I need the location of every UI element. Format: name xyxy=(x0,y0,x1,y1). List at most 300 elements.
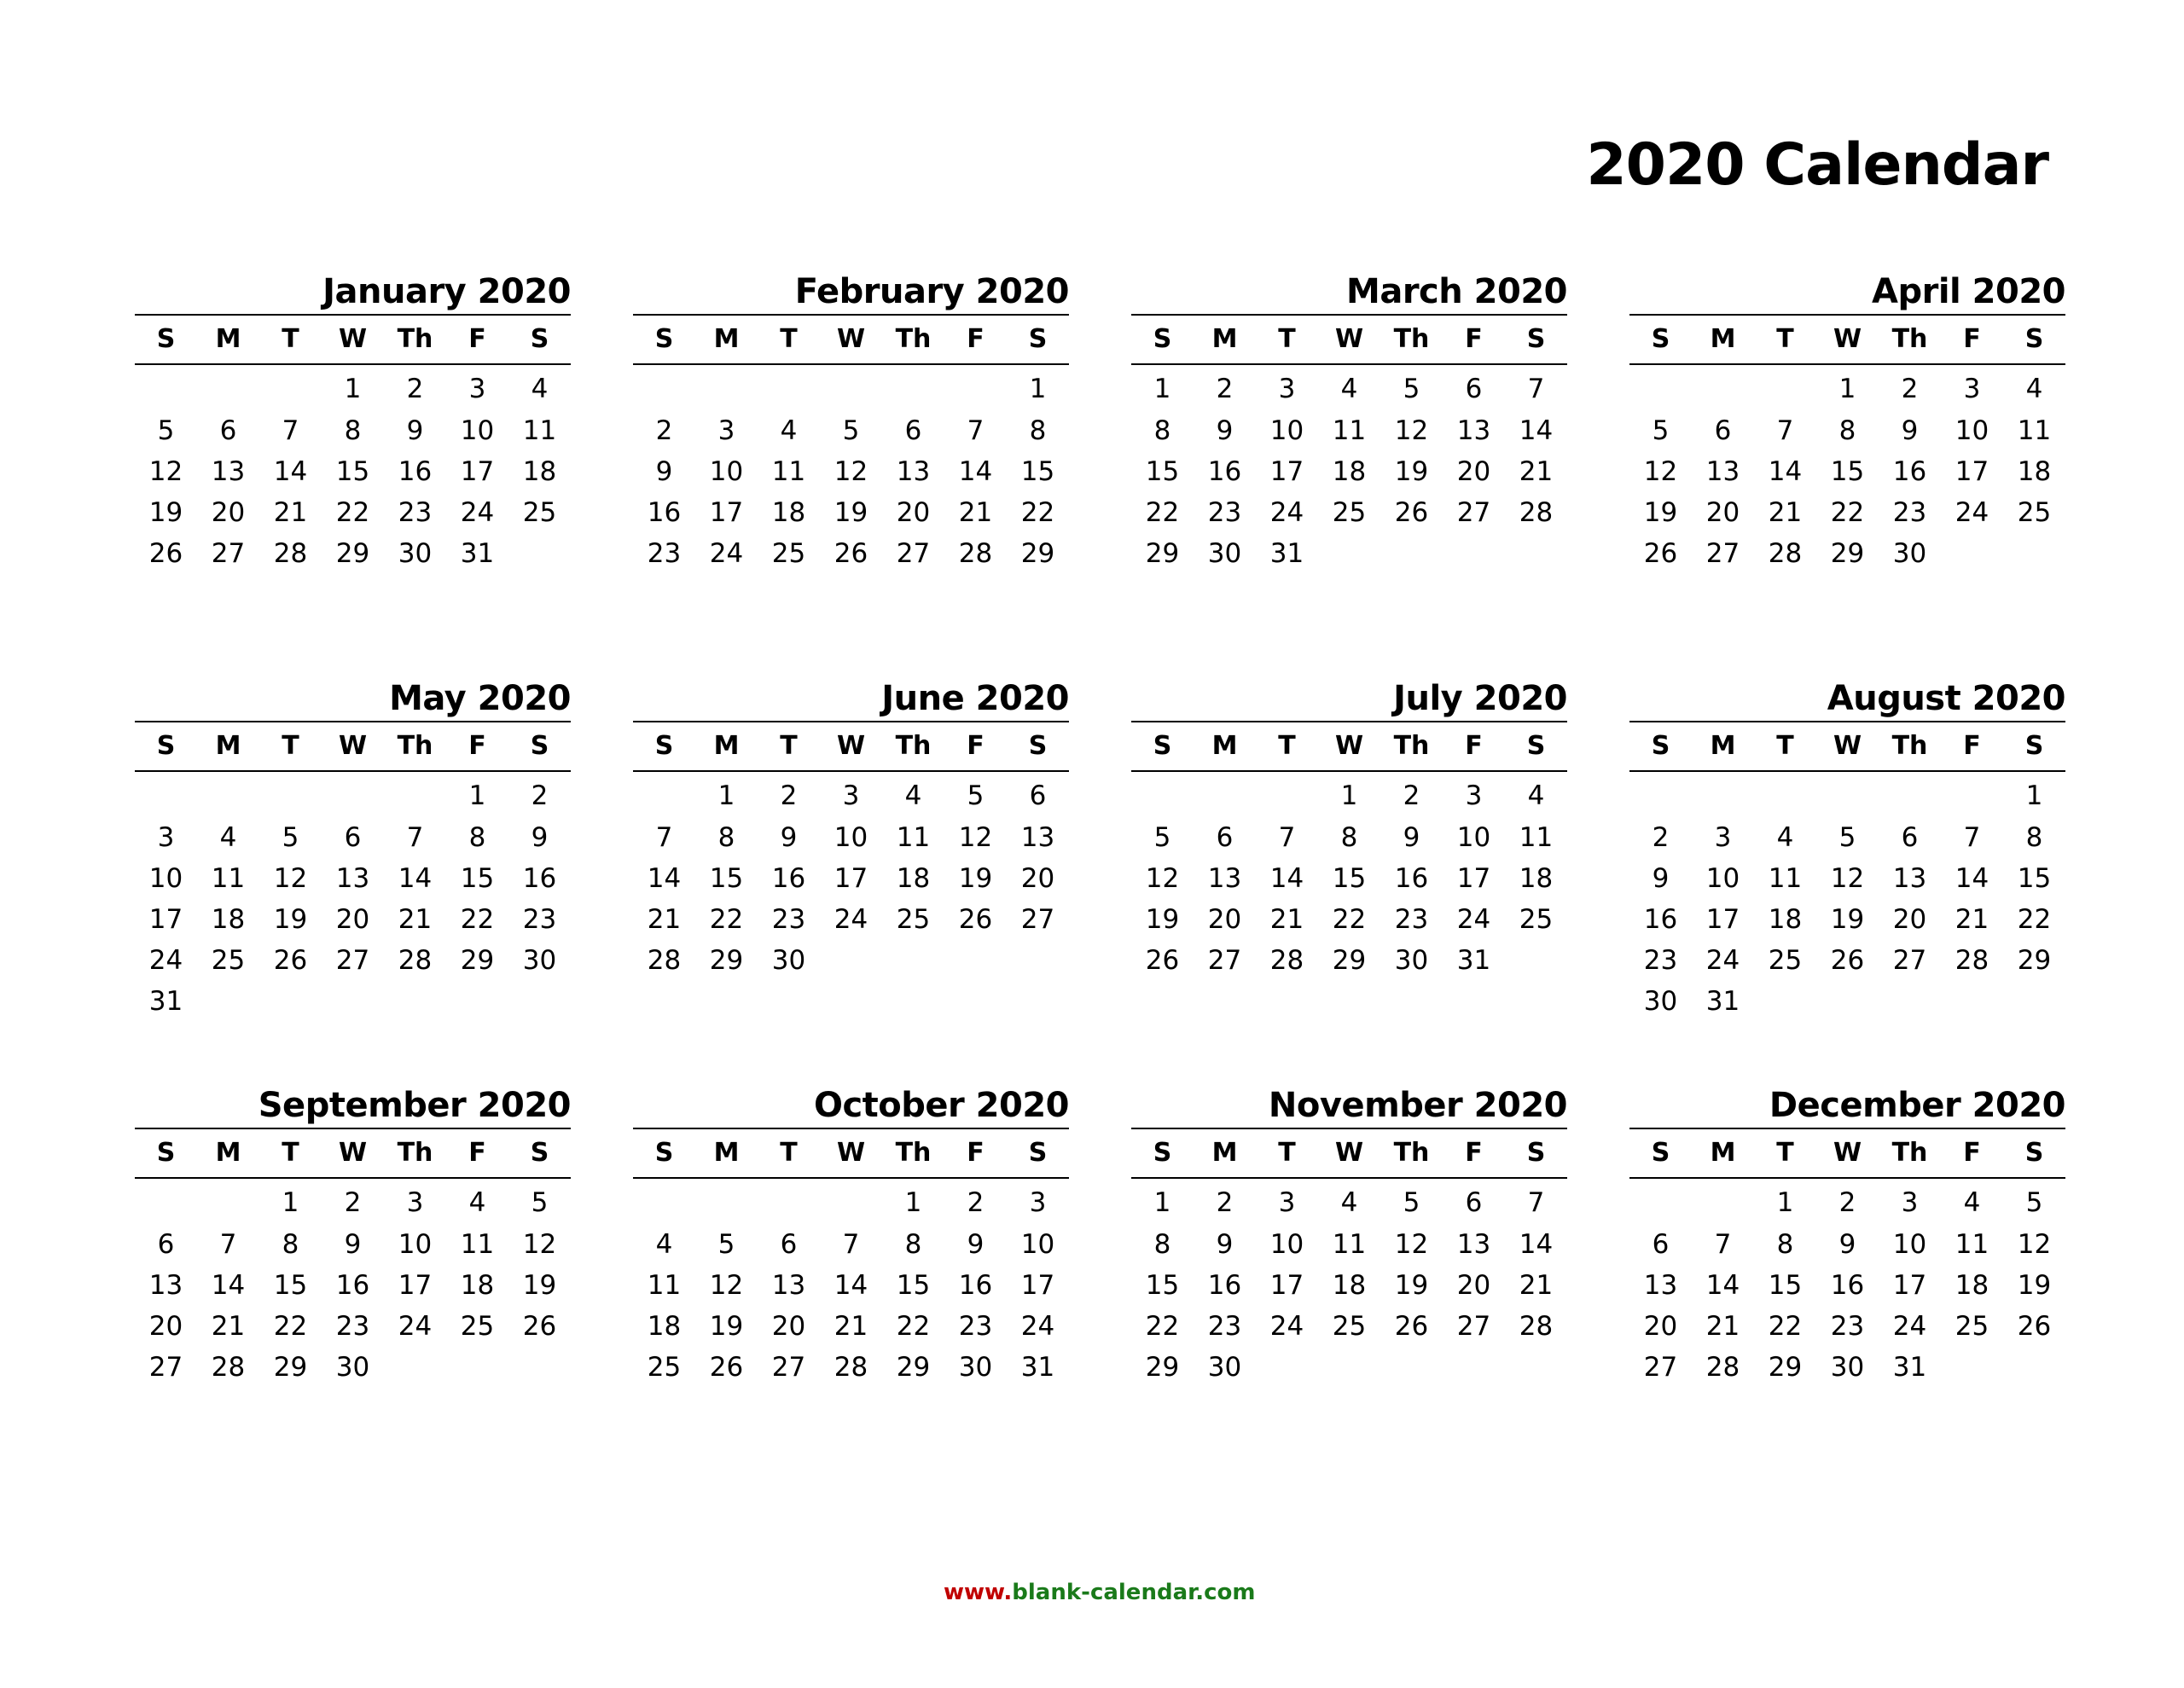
day-cell: 20 xyxy=(335,904,370,935)
day-cell: 25 xyxy=(522,497,557,528)
day-cell: 5 xyxy=(1153,822,1171,853)
day-cell: 4 xyxy=(468,1187,486,1218)
day-cell: 6 xyxy=(780,1229,798,1260)
day-cell: 1 xyxy=(2025,780,2043,811)
day-cell: 8 xyxy=(1153,1229,1171,1260)
day-cell: 3 xyxy=(468,374,486,404)
day-cell: 17 xyxy=(1892,1270,1927,1301)
day-cell: 18 xyxy=(2017,456,2052,487)
day-cell: 23 xyxy=(1207,1311,1242,1342)
empty-day-cell xyxy=(820,365,882,413)
day-cell: 12 xyxy=(273,863,308,894)
day-cell: 30 xyxy=(958,1352,993,1383)
day-cell: 29 xyxy=(709,945,744,976)
month-title-wrapper xyxy=(135,271,571,316)
weekday-label: M xyxy=(1710,324,1736,354)
day-cell: 19 xyxy=(2017,1270,2052,1301)
day-cell: 2 xyxy=(1838,1187,1856,1218)
day-cell: 24 xyxy=(460,497,495,528)
day-cell: 29 xyxy=(1145,538,1180,569)
weekday-label: Th xyxy=(397,1138,433,1168)
day-cell: 16 xyxy=(1207,1270,1242,1301)
day-cell: 24 xyxy=(709,538,744,569)
day-cell: 11 xyxy=(1519,822,1554,853)
day-cell: 18 xyxy=(460,1270,495,1301)
day-cell: 2 xyxy=(531,780,549,811)
day-cell: 17 xyxy=(1955,456,1989,487)
empty-day-cell xyxy=(1318,536,1380,577)
day-cell: 30 xyxy=(1207,1352,1242,1383)
day-cell: 15 xyxy=(460,863,495,894)
day-cell: 9 xyxy=(1403,822,1420,853)
day-cell: 28 xyxy=(1519,1311,1554,1342)
day-cell: 4 xyxy=(780,415,798,446)
day-cell: 29 xyxy=(1768,1352,1803,1383)
day-cell: 10 xyxy=(148,863,183,894)
empty-day-cell xyxy=(259,983,322,1024)
day-cell: 14 xyxy=(958,456,993,487)
month-title-wrapper xyxy=(1131,1085,1567,1129)
day-cell: 31 xyxy=(1456,945,1491,976)
day-cell: 26 xyxy=(958,904,993,935)
weekday-label: W xyxy=(836,1138,866,1168)
day-cell: 4 xyxy=(1340,374,1358,404)
weekday-label: F xyxy=(1963,731,1981,761)
day-cell: 12 xyxy=(709,1270,744,1301)
day-cell: 4 xyxy=(219,822,237,853)
empty-day-cell xyxy=(633,772,695,820)
footer-website-link[interactable] xyxy=(944,1581,1255,1604)
day-cell: 12 xyxy=(522,1229,557,1260)
day-cell: 6 xyxy=(904,415,922,446)
day-cell: 25 xyxy=(1332,497,1367,528)
month-june xyxy=(633,678,1069,1024)
day-cell: 31 xyxy=(1705,986,1740,1017)
empty-day-cell xyxy=(1816,772,1879,820)
month-title-wrapper xyxy=(1629,271,2065,316)
day-cell: 13 xyxy=(1456,1229,1491,1260)
day-cell: 6 xyxy=(1652,1229,1670,1260)
weekday-label: F xyxy=(468,324,486,354)
day-cell: 10 xyxy=(398,1229,433,1260)
days-grid xyxy=(135,1179,571,1431)
empty-day-cell xyxy=(2003,983,2065,1024)
day-cell: 15 xyxy=(335,456,370,487)
day-cell: 16 xyxy=(958,1270,993,1301)
empty-day-cell xyxy=(322,983,384,1024)
weekday-label: S xyxy=(530,324,549,354)
weekday-label: Th xyxy=(1393,731,1430,761)
day-cell: 14 xyxy=(273,456,308,487)
day-cell: 13 xyxy=(148,1270,183,1301)
empty-day-cell xyxy=(1941,1349,2003,1390)
weekday-label: T xyxy=(1278,731,1296,761)
month-february xyxy=(633,271,1069,618)
empty-day-cell xyxy=(1754,983,1816,1024)
weekday-label: T xyxy=(282,324,299,354)
day-cell: 28 xyxy=(1269,945,1304,976)
day-cell: 6 xyxy=(1714,415,1732,446)
day-cell: 5 xyxy=(157,415,175,446)
month-title: February 2020 xyxy=(794,272,1069,311)
day-cell: 3 xyxy=(1963,374,1981,404)
day-cell: 4 xyxy=(1527,780,1545,811)
day-cell: 4 xyxy=(1340,1187,1358,1218)
day-cell: 18 xyxy=(522,456,557,487)
day-cell: 4 xyxy=(1776,822,1794,853)
days-grid xyxy=(135,365,571,618)
day-cell: 19 xyxy=(1830,904,1865,935)
day-cell: 1 xyxy=(282,1187,299,1218)
footer-link-prefix: www. xyxy=(944,1580,1013,1605)
day-cell: 13 xyxy=(1892,863,1927,894)
day-cell: 9 xyxy=(1216,415,1234,446)
month-april xyxy=(1629,271,2065,618)
weekday-label: F xyxy=(1963,324,1981,354)
day-cell: 11 xyxy=(211,863,246,894)
month-title-wrapper xyxy=(1131,678,1567,722)
day-cell: 5 xyxy=(531,1187,549,1218)
day-cell: 8 xyxy=(1153,415,1171,446)
weekday-label: M xyxy=(1211,1138,1238,1168)
day-cell: 8 xyxy=(1776,1229,1794,1260)
weekday-label: Th xyxy=(1891,324,1928,354)
day-cell: 29 xyxy=(1020,538,1055,569)
day-cell: 28 xyxy=(398,945,433,976)
weekday-label: M xyxy=(215,324,241,354)
day-cell: 17 xyxy=(709,497,744,528)
day-cell: 14 xyxy=(1519,415,1554,446)
weekday-label: F xyxy=(1963,1138,1981,1168)
day-cell: 31 xyxy=(1269,538,1304,569)
day-cell: 22 xyxy=(1332,904,1367,935)
day-cell: 30 xyxy=(1394,945,1429,976)
weekday-header-row xyxy=(633,1129,1069,1179)
day-cell: 22 xyxy=(1020,497,1055,528)
month-title: August 2020 xyxy=(1827,679,2065,718)
day-cell: 8 xyxy=(1029,415,1047,446)
empty-day-cell xyxy=(1692,772,1754,820)
day-cell: 1 xyxy=(468,780,486,811)
day-cell: 22 xyxy=(273,1311,308,1342)
weekday-label: F xyxy=(1465,324,1483,354)
day-cell: 20 xyxy=(1456,1270,1491,1301)
day-cell: 2 xyxy=(780,780,798,811)
day-cell: 11 xyxy=(647,1270,682,1301)
empty-day-cell xyxy=(384,772,446,820)
weekday-label: Th xyxy=(1891,1138,1928,1168)
month-title-wrapper xyxy=(633,678,1069,722)
day-cell: 8 xyxy=(717,822,735,853)
day-cell: 7 xyxy=(406,822,424,853)
day-cell: 7 xyxy=(282,415,299,446)
month-title-wrapper xyxy=(633,1085,1069,1129)
day-cell: 7 xyxy=(1714,1229,1732,1260)
day-cell: 21 xyxy=(211,1311,246,1342)
day-cell: 12 xyxy=(2017,1229,2052,1260)
empty-day-cell xyxy=(446,1349,508,1390)
day-cell: 2 xyxy=(967,1187,985,1218)
weekday-header-row xyxy=(135,316,571,365)
day-cell: 27 xyxy=(1892,945,1927,976)
month-september xyxy=(135,1085,571,1431)
weekday-label: Th xyxy=(1393,1138,1430,1168)
day-cell: 12 xyxy=(958,822,993,853)
month-title: January 2020 xyxy=(322,272,571,311)
weekday-label: S xyxy=(156,731,176,761)
day-cell: 25 xyxy=(460,1311,495,1342)
month-august xyxy=(1629,678,2065,1024)
day-cell: 24 xyxy=(1892,1311,1927,1342)
day-cell: 25 xyxy=(211,945,246,976)
day-cell: 22 xyxy=(1145,497,1180,528)
empty-day-cell xyxy=(197,365,259,413)
day-cell: 9 xyxy=(531,822,549,853)
day-cell: 24 xyxy=(834,904,868,935)
days-grid xyxy=(1131,1179,1567,1431)
weekday-header-row xyxy=(135,1129,571,1179)
day-cell: 14 xyxy=(1768,456,1803,487)
day-cell: 28 xyxy=(958,538,993,569)
weekday-label: F xyxy=(967,731,985,761)
day-cell: 23 xyxy=(958,1311,993,1342)
day-cell: 17 xyxy=(1705,904,1740,935)
weekday-header-row xyxy=(1629,316,2065,365)
day-cell: 1 xyxy=(1776,1187,1794,1218)
day-cell: 16 xyxy=(771,863,806,894)
empty-day-cell xyxy=(820,1179,882,1227)
day-cell: 21 xyxy=(273,497,308,528)
day-cell: 28 xyxy=(1768,538,1803,569)
day-cell: 23 xyxy=(771,904,806,935)
empty-day-cell xyxy=(384,983,446,1024)
day-cell: 24 xyxy=(148,945,183,976)
day-cell: 27 xyxy=(211,538,246,569)
day-cell: 6 xyxy=(1029,780,1047,811)
empty-day-cell xyxy=(882,365,944,413)
day-cell: 7 xyxy=(1527,374,1545,404)
day-cell: 13 xyxy=(1207,863,1242,894)
weekday-label: W xyxy=(338,731,368,761)
day-cell: 23 xyxy=(1643,945,1678,976)
day-cell: 17 xyxy=(148,904,183,935)
empty-day-cell xyxy=(446,983,508,1024)
empty-day-cell xyxy=(1380,536,1443,577)
day-cell: 22 xyxy=(1830,497,1865,528)
weekday-header-row xyxy=(135,722,571,772)
day-cell: 23 xyxy=(522,904,557,935)
day-cell: 16 xyxy=(647,497,682,528)
day-cell: 7 xyxy=(1776,415,1794,446)
day-cell: 20 xyxy=(896,497,931,528)
day-cell: 27 xyxy=(1456,1311,1491,1342)
day-cell: 8 xyxy=(1340,822,1358,853)
day-cell: 19 xyxy=(148,497,183,528)
day-cell: 21 xyxy=(1705,1311,1740,1342)
weekday-label: F xyxy=(1465,1138,1483,1168)
day-cell: 3 xyxy=(1278,374,1296,404)
weekday-label: W xyxy=(1833,731,1862,761)
empty-day-cell xyxy=(135,1179,197,1227)
day-cell: 5 xyxy=(842,415,860,446)
month-may xyxy=(135,678,571,1024)
day-cell: 8 xyxy=(2025,822,2043,853)
empty-day-cell xyxy=(758,365,820,413)
day-cell: 11 xyxy=(771,456,806,487)
days-grid xyxy=(1131,772,1567,1024)
weekday-label: S xyxy=(1153,1138,1172,1168)
weekday-label: T xyxy=(1776,324,1794,354)
month-title-wrapper xyxy=(1629,678,2065,722)
weekday-header-row xyxy=(1131,1129,1567,1179)
weekday-label: M xyxy=(1710,731,1736,761)
empty-day-cell xyxy=(1443,1349,1505,1390)
day-cell: 6 xyxy=(1465,1187,1483,1218)
weekday-header-row xyxy=(633,316,1069,365)
empty-day-cell xyxy=(1879,772,1941,820)
day-cell: 10 xyxy=(460,415,495,446)
day-cell: 14 xyxy=(834,1270,868,1301)
day-cell: 4 xyxy=(1963,1187,1981,1218)
day-cell: 14 xyxy=(1519,1229,1554,1260)
month-title: March 2020 xyxy=(1346,272,1567,311)
day-cell: 19 xyxy=(1145,904,1180,935)
day-cell: 1 xyxy=(1153,374,1171,404)
day-cell: 14 xyxy=(1955,863,1989,894)
day-cell: 27 xyxy=(771,1352,806,1383)
day-cell: 22 xyxy=(335,497,370,528)
day-cell: 16 xyxy=(522,863,557,894)
empty-day-cell xyxy=(633,1179,695,1227)
month-title-wrapper xyxy=(1629,1085,2065,1129)
day-cell: 6 xyxy=(1901,822,1919,853)
day-cell: 2 xyxy=(1403,780,1420,811)
weekday-label: T xyxy=(1776,731,1794,761)
weekday-label: Th xyxy=(895,324,932,354)
day-cell: 20 xyxy=(771,1311,806,1342)
day-cell: 2 xyxy=(344,1187,362,1218)
day-cell: 13 xyxy=(335,863,370,894)
day-cell: 25 xyxy=(896,904,931,935)
empty-day-cell xyxy=(1879,983,1941,1024)
day-cell: 15 xyxy=(709,863,744,894)
day-cell: 6 xyxy=(344,822,362,853)
day-cell: 5 xyxy=(967,780,985,811)
empty-day-cell xyxy=(1443,536,1505,577)
empty-day-cell xyxy=(1816,983,1879,1024)
day-cell: 20 xyxy=(211,497,246,528)
day-cell: 24 xyxy=(398,1311,433,1342)
day-cell: 3 xyxy=(1278,1187,1296,1218)
weekday-label: S xyxy=(2024,731,2044,761)
day-cell: 21 xyxy=(958,497,993,528)
weekday-label: Th xyxy=(397,324,433,354)
day-cell: 16 xyxy=(1643,904,1678,935)
weekday-label: Th xyxy=(1393,324,1430,354)
day-cell: 10 xyxy=(1269,415,1304,446)
empty-day-cell xyxy=(1505,536,1567,577)
weekday-label: S xyxy=(654,731,674,761)
day-cell: 18 xyxy=(1768,904,1803,935)
day-cell: 30 xyxy=(1643,986,1678,1017)
footer-link-domain: blank-calendar.com xyxy=(1012,1580,1256,1605)
weekday-label: S xyxy=(530,1138,549,1168)
day-cell: 24 xyxy=(1705,945,1740,976)
month-title-wrapper xyxy=(135,678,571,722)
empty-day-cell xyxy=(1380,1349,1443,1390)
day-cell: 29 xyxy=(896,1352,931,1383)
weekday-label: T xyxy=(780,324,798,354)
day-cell: 12 xyxy=(1145,863,1180,894)
month-title: September 2020 xyxy=(258,1086,571,1125)
month-july xyxy=(1131,678,1567,1024)
empty-day-cell xyxy=(1692,1179,1754,1227)
empty-day-cell xyxy=(882,943,944,983)
day-cell: 19 xyxy=(1394,456,1429,487)
weekday-header-row xyxy=(1629,722,2065,772)
month-november xyxy=(1131,1085,1567,1431)
day-cell: 18 xyxy=(211,904,246,935)
days-grid xyxy=(135,772,571,1024)
day-cell: 19 xyxy=(522,1270,557,1301)
day-cell: 27 xyxy=(335,945,370,976)
weekday-label: Th xyxy=(397,731,433,761)
day-cell: 13 xyxy=(1456,415,1491,446)
day-cell: 4 xyxy=(2025,374,2043,404)
day-cell: 22 xyxy=(2017,904,2052,935)
weekday-label: S xyxy=(1153,731,1172,761)
weekday-label: F xyxy=(468,1138,486,1168)
day-cell: 23 xyxy=(398,497,433,528)
weekday-label: W xyxy=(1334,731,1364,761)
empty-day-cell xyxy=(508,1349,571,1390)
empty-day-cell xyxy=(695,365,758,413)
day-cell: 18 xyxy=(1519,863,1554,894)
day-cell: 12 xyxy=(1394,1229,1429,1260)
day-cell: 6 xyxy=(1216,822,1234,853)
day-cell: 12 xyxy=(1394,415,1429,446)
weekday-label: S xyxy=(2024,1138,2044,1168)
weekday-label: T xyxy=(1278,1138,1296,1168)
empty-day-cell xyxy=(1256,772,1318,820)
day-cell: 28 xyxy=(273,538,308,569)
day-cell: 9 xyxy=(780,822,798,853)
weekday-label: W xyxy=(836,731,866,761)
empty-day-cell xyxy=(1754,365,1816,413)
day-cell: 21 xyxy=(398,904,433,935)
day-cell: 27 xyxy=(896,538,931,569)
weekday-label: M xyxy=(713,324,740,354)
day-cell: 2 xyxy=(1216,1187,1234,1218)
month-title: June 2020 xyxy=(881,679,1069,718)
day-cell: 30 xyxy=(398,538,433,569)
day-cell: 10 xyxy=(834,822,868,853)
day-cell: 24 xyxy=(1269,1311,1304,1342)
day-cell: 11 xyxy=(1332,1229,1367,1260)
day-cell: 15 xyxy=(1830,456,1865,487)
day-cell: 19 xyxy=(958,863,993,894)
day-cell: 27 xyxy=(1643,1352,1678,1383)
weekday-label: S xyxy=(1526,1138,1546,1168)
day-cell: 26 xyxy=(273,945,308,976)
day-cell: 17 xyxy=(398,1270,433,1301)
weekday-label: T xyxy=(780,1138,798,1168)
day-cell: 8 xyxy=(1838,415,1856,446)
weekday-label: M xyxy=(713,731,740,761)
day-cell: 6 xyxy=(219,415,237,446)
weekday-label: T xyxy=(282,1138,299,1168)
day-cell: 5 xyxy=(1652,415,1670,446)
